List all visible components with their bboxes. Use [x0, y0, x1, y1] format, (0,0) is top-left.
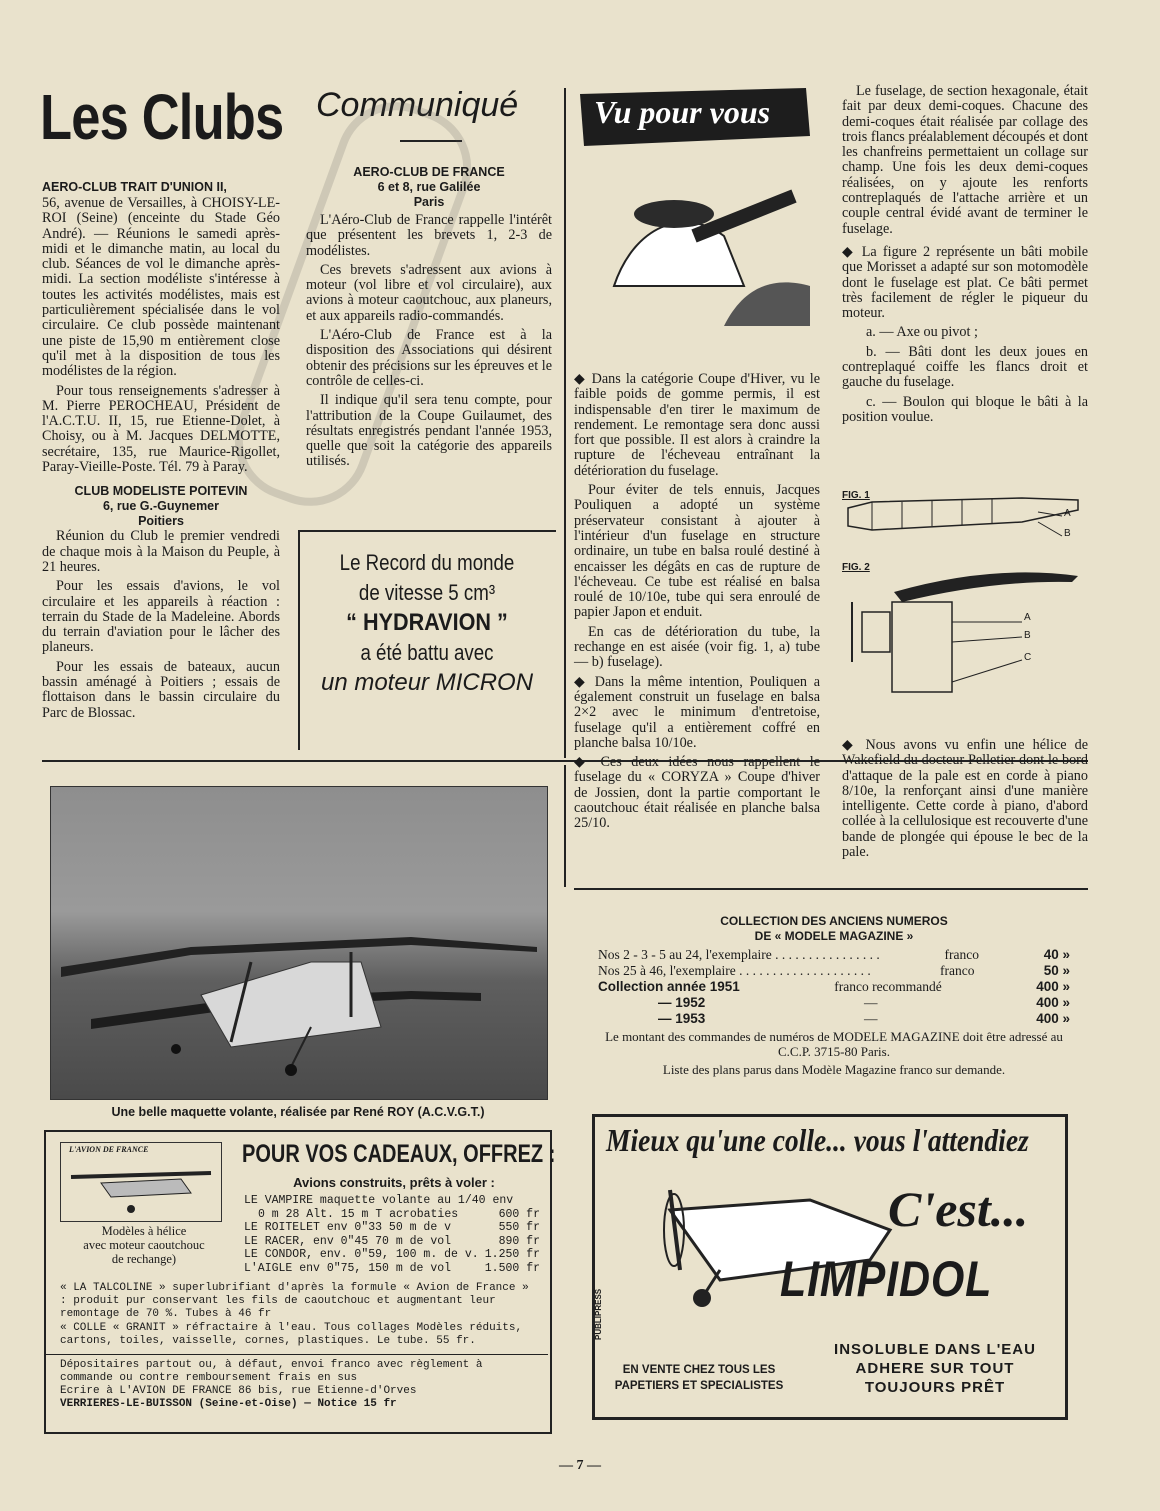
cadeaux-left2: avec moteur caoutchouc — [83, 1238, 205, 1252]
club-actu-heading: AERO-CLUB TRAIT D'UNION II, — [42, 180, 227, 194]
page-title: Les Clubs — [40, 81, 284, 153]
logo-text: L'AVION DE FRANCE — [69, 1145, 149, 1154]
club-actu-text: 56, avenue de Versailles, à CHOISY-LE-ROI (Seine) (enceinte du Stade Géo André). — Réunions le samedi après-midi et le dimanche matin, au local du club. Séances de vol le dimanche après-midi. La section modéliste s'intéresse à toutes les activités modélistes, mais est particulièrement spécialisée dans le vol circulaire. Ce club possède maintenant une piste de 15,90 m entièrement close qu'il met à la disposition de tous les modélistes de la région. Pour tous renseignements s'adresser à M. Pierre PEROCHEAU, Président de l'A.C.T.U. II, 15, rue Etienne-Dolet, à Choisy, ou à M. Jacques DELMOTTE, secrétaire, 135, rue Maurice-Rigollet, Paray-Vieille-Poste. Tél. 79 à Paray. — [42, 195, 280, 476]
collection-row-3: Collection année 1951 franco recommandé 400 » — [598, 979, 1070, 994]
club-poitevin-text: Réunion du Club le premier vendredi de chaque mois à la Maison du Peuple, à 21 heures. Pour les essais d'avions, le vol circulaire et les appareils à réaction : terrain du Stade de la Madeleine. Abords du terrain d'aviation pour le lâcher des planeurs. Pour les essais de bateaux, aucun bassin aménagé à Poitiers ; essais de flottaison dans le bassin circulaire du Parc de Blossac. — [42, 528, 280, 721]
cadeaux-item-3: LE ROITELET env 0"33 50 m de v 550 fr — [244, 1221, 540, 1234]
record-line2: de vitesse 5 cm³ — [358, 580, 496, 605]
limpidol-quality2: ADHERE SUR TOUT — [855, 1360, 1015, 1377]
club-poitevin-heading: CLUB MODELISTE POITEVIN — [74, 484, 248, 499]
club-poitevin-address2: Poitiers — [138, 514, 184, 529]
collection-note1: Le montant des commandes de numéros de MODELE MAGAZINE doit être adressé au C.C.P. 3715-80 Paris. — [605, 1029, 1063, 1059]
fig2-label-b: B — [1024, 630, 1031, 641]
collection-row-4: — 1952 — 400 » — [658, 995, 1070, 1010]
publipress-credit: PUBLIPRESS — [594, 1288, 603, 1340]
record-line4: a été battu avec — [360, 640, 494, 665]
cadeaux-item-1: LE VAMPIRE maquette volante au 1/40 env — [244, 1194, 514, 1207]
collection-row-1: Nos 2 - 3 - 5 au 24, l'exemplaire . . . . . . . . . . . . . . . . franco 40 » — [598, 947, 1070, 962]
vu-text: ◆ Dans la catégorie Coupe d'Hiver, vu le faible poids de gomme permis, il est indispensable d'en tirer le maximum de rendement. Le remontage sera donc aussi fort que possible. Il est alors à craindre la rupture de l'écheveau entraînant la détérioration du fuselage. Pour éviter de tels ennuis, Jacques Pouliquen a adopté un système préservateur consistant à ajouter à l'intérieur d'un fuselage en structure ordinaire, un tube en balsa roulé destiné à encaisser les dégâts en cas de rupture de l'écheveau. Ce tube est réalisé en balsa roulé de 10/10e, tube qui sera enroulé de papier Japon et enduit. En cas de détérioration du tube, la rechange en est aisée (voir fig. 1, a) tube — b) fuselage). ◆ Dans la même intention, Pouliquen a également construit un fuselage en balsa 2×2 avec le minimum d'entretoise, fuselage qu'il a entièrement coffré en planche balsa 10/10e. ◆ Ces deux idées nous rappellent le fuselage du « CORYZA » Coupe d'hiver de Jossien, dont la partie comportant le caoutchouc était réalisée en planche balsa 25/10. — [574, 371, 820, 832]
cadeaux-left3: de rechange) — [111, 1252, 177, 1266]
collection-title1: COLLECTION DES ANCIENS NUMEROS — [720, 914, 948, 928]
cadeaux-item-5: LE CONDOR, env. 0"59, 100 m. de v. 1.250 fr — [244, 1248, 540, 1261]
right-text: Le fuselage, de section hexagonale, était fait par deux demi-coques. Chacune des demi-coques était réalisée par collage des trois flancs préalablement découpés et dont les chanfreins permettaient un collage sur champ. Une fois les deux demi-coques réalisées, on y ajoute les renforts contreplaqués de l'attache arrière et un couple central évidé avant de terminer le fuselage. ◆ La figure 2 représente un bâti mobile que Morisset a adapté sur son motomodèle dont le fuselage est plat. Ce bâti permet très facilement de régler le piqueur du moteur. a. — Axe ou pivot ; b. — Bâti dont les deux joues en contreplaqué coiffe les flancs droit et gauche du fuselage. c. — Boulon qui bloque le bâti à la position voulue. — [842, 83, 1088, 425]
limpidol-slogan: Mieux qu'une colle... vous l'attendiez — [606, 1122, 1029, 1158]
collection-title2: DE « MODELE MAGAZINE » — [754, 929, 914, 943]
cadeaux-foot3: VERRIERES-LE-BUISSON (Seine-et-Oise) — Notice 15 fr — [60, 1398, 397, 1410]
limpidol-quality1: INSOLUBLE DANS L'EAU — [834, 1341, 1036, 1358]
limpidol-cest: C'est... — [888, 1181, 1029, 1237]
figure-1 — [842, 490, 1088, 550]
record-line5: un moteur MICRON — [320, 669, 534, 696]
fig1-label: FIG. 1 — [842, 490, 870, 501]
aircraft-photo — [50, 786, 548, 1100]
record-line1: Le Record du monde — [339, 550, 515, 575]
cadeaux-foot1: Dépositaires partout ou, à défaut, envoi franco avec règlement à commande ou contre remboursement frais en sus — [60, 1359, 483, 1384]
cadeaux-item-4: LE RACER, env 0"45 70 m de vol 890 fr — [244, 1234, 540, 1248]
biplane-illustration — [51, 787, 547, 1099]
fig1-label-b: B — [1064, 528, 1071, 539]
cadeaux-sub: Avions construits, prêts à voler : — [293, 1175, 495, 1190]
vu-pour-vous-banner: Vu pour vous — [594, 94, 771, 130]
cadeaux-colle: « COLLE « GRANIT » réfractaire à l'eau. Tous collages Modèles réduits, cartons, toiles, vaisselle, cornes, plastiques. Le tube. 55 fr. — [60, 1322, 523, 1347]
photo-caption: Une belle maquette volante, réalisée par René ROY (A.C.V.G.T.) — [111, 1105, 485, 1119]
cadeaux-foot2: Ecrire à L'AVION DE FRANCE 86 bis, rue Etienne-d'Orves — [60, 1385, 417, 1397]
collection-row-5: — 1953 — 400 » — [658, 1011, 1070, 1026]
limpidol-quality3: TOUJOURS PRÊT — [864, 1379, 1006, 1396]
communique-title: Communiqué — [316, 86, 519, 124]
collection-block — [598, 914, 1070, 1077]
cadeaux-title: POUR VOS CADEAUX, OFFREZ : — [242, 1140, 556, 1168]
page-number: — 7 — — [559, 1458, 601, 1473]
cadeaux-talco: « LA TALCOLINE » superlubrifiant d'après la formule « Avion de France » : produit pur conservant les fils de caoutchouc et augmentant leur remontage de 70 %. Tubes à 46 fr — [60, 1282, 529, 1320]
fig2-label-c: C — [1024, 652, 1032, 663]
limpidol-sale2: PAPETIERS ET SPECIALISTES — [614, 1380, 784, 1392]
limpidol-brand: LIMPIDOL — [780, 1251, 993, 1307]
aeroclub-address2: Paris — [413, 195, 445, 209]
cadeaux-item-2: 0 m 28 Alt. 15 m T acrobaties 600 fr — [258, 1207, 540, 1221]
cadeaux-item-6: L'AIGLE env 0"75, 150 m de vol 1.500 fr — [244, 1261, 540, 1275]
right-text-bottom: ◆ Nous avons vu enfin une hélice de Wakefield du docteur Pelletier dont le bord d'attaque de la pale est en corde à piano 8/10e, la renforçant ainsi d'une manière intelligente. Cette corde à piano, d'abord collée à la cellulosique est recouverte d'une bande de plongée qui épouse le bec de la pale. — [842, 737, 1088, 861]
record-line3: “ HYDRAVION ” — [346, 609, 508, 636]
vu-pour-vous-illustration — [574, 86, 814, 358]
figure-2 — [842, 562, 1088, 712]
avion-de-france-logo — [60, 1142, 222, 1222]
aeroclub-address1: 6 et 8, rue Galilée — [377, 180, 481, 194]
aeroclub-heading: AERO-CLUB DE FRANCE — [353, 165, 505, 179]
fig2-label: FIG. 2 — [842, 562, 870, 573]
aeroclub-text: L'Aéro-Club de France rappelle l'intérêt que présentent les brevets 1, 2-3 de modélistes. Ces brevets s'adressent aux avions à moteur (vol libre et vol circulaire), aux avions à moteur caoutchouc, aux planeurs, et aux appareils radio-commandés. L'Aéro-Club de France est à la disposition des Associations qui désirent obtenir des précisions sur les épreuves et le contrôle de celles-ci. Il indique qu'il sera tenu compte, pour l'attribution de la Coupe Guilaumet, des résultats enregistrés pendant l'année 1953, quelle que soit la catégorie des appareils utilisés. — [306, 212, 552, 470]
collection-row-2: Nos 25 à 46, l'exemplaire . . . . . . . . . . . . . . . . . . . . franco 50 » — [598, 963, 1070, 978]
cadeaux-left1: Modèles à hélice — [101, 1224, 187, 1238]
collection-note2: Liste des plans parus dans Modèle Magazine franco sur demande. — [662, 1062, 1006, 1077]
fig2-label-a: A — [1024, 612, 1031, 623]
fig1-label-a: A — [1064, 508, 1071, 519]
club-poitevin-address1: 6, rue G.-Guynemer — [102, 499, 219, 514]
limpidol-sale1: EN VENTE CHEZ TOUS LES — [622, 1364, 776, 1376]
